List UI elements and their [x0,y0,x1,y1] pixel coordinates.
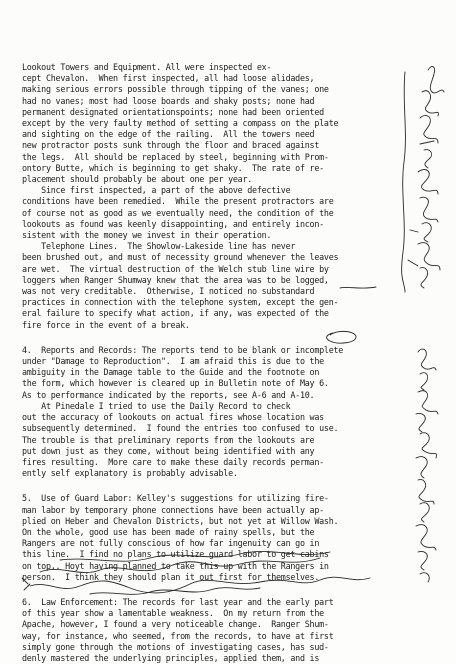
text-line: put down just as they come, without being identified with any [22,445,315,456]
text-line: out the accuracy of lookouts on actual fires whose location was [22,412,324,423]
text-line: except by the very faulty method of setting a compass on the plate [22,118,339,129]
text-line: the legs. All should be replaced by steel, beginning with Prom- [22,151,329,162]
text-line: making serious errors possible through tipping of the vanes; one [22,84,329,95]
text-line: been brushed out, and must of necessity ground whenever the leaves [22,252,339,263]
text-line: simply gone through the motions of investigating cases, has sud- [22,641,329,652]
text-line: this line. I find no plans to utilize guard labor to get cabins [22,549,329,560]
text-line: ambiguity in the Damage table to the Guide and the footnote on [22,367,320,378]
text-line: on top,. Hoyt having planned to take this up with the Rangers in [22,560,329,571]
text-line: was not very creditable. Otherwise, I noticed no substandard [22,286,315,297]
text-line: eral failure to specify what action, if any, was expected of the [22,308,329,319]
text-line: Apache, however, I found a very noticeable change. Ranger Shum- [22,619,329,630]
text-line: loggers when Ranger Shumway knew that the area was to be logged, [22,274,329,285]
text-line: of course not as good as we eventually need, the condition of the [22,207,334,218]
text-line: placement should probably be about one per year. [22,174,253,185]
text-line: and sighting on the edge of the railing. All the towers need [22,129,315,140]
text-line: new protractor posts sunk through the floor and braced against [22,140,320,151]
text-line: Rangers are not fully conscious of how far ingenuity can go in [22,538,320,549]
section-heading-line: Lookout Towers and Equipment. All were inspected ex- [22,62,272,72]
text-line: ently self explanatory is probably advisable. [22,468,238,479]
section-heading-line: 5. Use of Guard Labor: Kelley's suggestions for utilizing fire- [22,493,329,504]
text-line: ontory Butte, which is beginning to get shaky. The rate of re- [22,162,324,173]
text-line: fire force in the event of a break. [22,319,190,330]
text-line: of this year show a lamentable weakness. On my return from the [22,608,324,619]
text-line: Since first inspected, a part of the above defective [22,185,291,196]
text-line: man labor by temporary phone connections have been actually ap- [22,504,324,515]
text-line: under "Damage to Reproduction". I am afraid this is due to the [22,356,324,367]
text-line: way, for instance, who seemed, from the records, to have at first [22,630,334,641]
section-heading-line: 4. Reports and Records: The reports tend to be blank or incomplete [22,344,344,355]
text-line: On the whole, good use has been made of rainy spells, but the [22,526,315,537]
text-line: lookouts as found was keenly disappointing, and entirely incon- [22,218,324,229]
text-line: fires resulting. More care to make these daily records perman- [22,456,324,467]
text-line: subsequently determined. I found the entries too confused to use. [22,423,339,434]
text-line: had no vanes; most had loose boards and shaky posts; none had [22,95,315,106]
text-line: person. I think they should plan it out first for themselves. [22,571,320,582]
text-line: The trouble is that preliminary reports from the lookouts are [22,434,315,445]
text-line: Telephone Lines. The Showlow-Lakeside line has never [22,241,296,252]
text-line: plied on Heber and Chevalon Districts, but not yet at Willow Wash. [22,515,339,526]
section-heading-line: 6. Law Enforcement: The records for last year and the early part [22,596,334,607]
text-line: At Pinedale I tried to use the Daily Record to check [22,400,291,411]
text-line: sistent with the money we invest in their operation. [22,230,272,241]
text-line: permanent designated orientationspoints; none had been oriented [22,106,324,117]
text-line: conditions have been remedied. While the present protractors are [22,196,334,207]
text-line: denly mastered the underlying principles, applied them, and is [22,652,320,663]
text-line: the form, which however is cleared up in Bulletin note of May 6. [22,378,329,389]
text-line: practices in connection with the telephone system, except the gen- [22,297,339,308]
text-line: As to performance indicated by the reports, see A-6 and A-10. [22,389,315,400]
text-line: are wet. The virtual destruction of the Welch stub line wire by [22,263,329,274]
text-line: cept Chevalon. When first inspected, all had loose alidades, [22,73,315,84]
